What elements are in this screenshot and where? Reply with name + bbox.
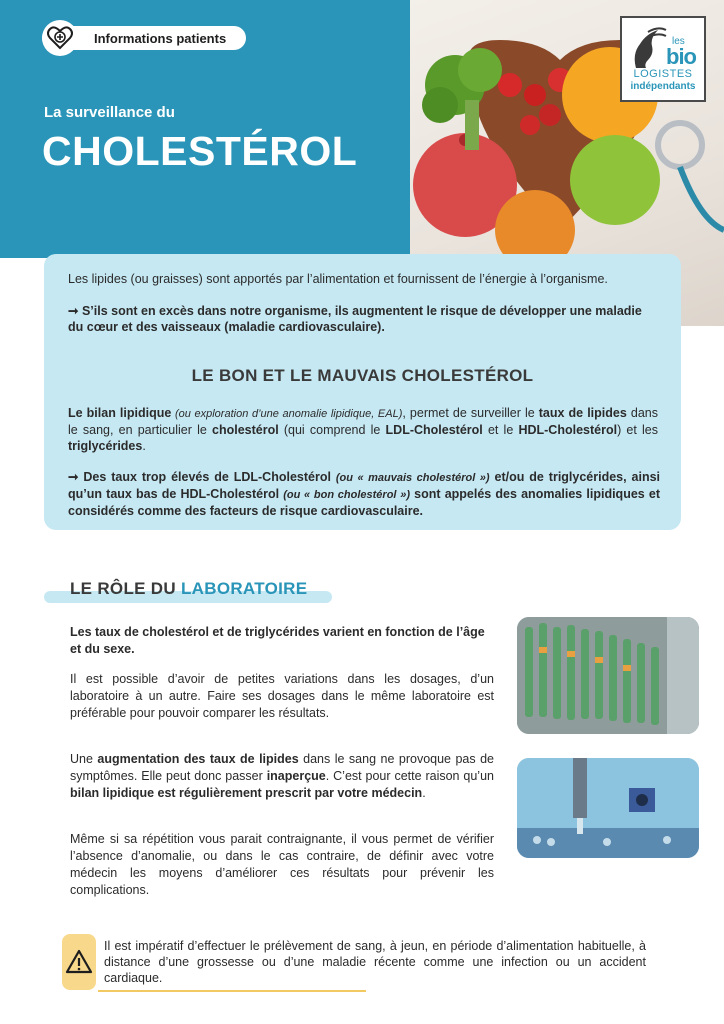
risk-text-1: Des taux trop élevés de LDL-Cholestérol bbox=[83, 470, 336, 484]
ldl-term: LDL-Cholestérol bbox=[385, 423, 483, 437]
lipid-panel-text-5: ) et les bbox=[617, 423, 658, 437]
role-bold-paragraph: Les taux de cholestérol et de triglycérides varient en fonction de l’âge et du sexe. bbox=[70, 625, 485, 656]
intro-arrow-paragraph bbox=[68, 303, 660, 335]
risk-text-2: et/ou de triglycérides, ainsi qu’un taux bas de HDL-Cholestérol bbox=[68, 470, 661, 501]
risk-arrow-paragraph bbox=[68, 469, 660, 519]
warning-text: Il est impératif d’effectuer le prélèvement de sang, à jeun, en période d’alimentation habituelle, à distance d’une grossesse ou d’une maladie récente comme une infection ou un accident cardiaque. bbox=[104, 939, 646, 985]
intro-arrow-text: S’ils sont en excès dans notre organisme, ils augmentent le risque de développer une maladie du cœur et des vaisseaux (maladie cardiovasculaire). bbox=[68, 304, 642, 334]
lipid-panel-text-1: , permet de surveiller le bbox=[402, 406, 539, 420]
lipid-panel-text-2: dans le sang, en particulier le bbox=[68, 406, 658, 437]
lipid-rate-term: taux de lipides bbox=[538, 406, 627, 420]
lipid-panel-text-3: (qui comprend le bbox=[278, 423, 386, 437]
role-symptoms-paragraph bbox=[70, 751, 494, 802]
logo-independants-text: indépendants bbox=[630, 81, 696, 92]
intro-box bbox=[44, 254, 681, 530]
symptoms-term-1: augmentation des taux de lipides bbox=[97, 752, 299, 766]
role-heading-main: LE RÔLE DU bbox=[70, 579, 181, 598]
intro-paragraph: Les lipides (ou graisses) sont apportés par l’alimentation et fournissent de l’énergie à l’organisme. bbox=[68, 272, 608, 286]
symptoms-text-4: . bbox=[422, 786, 426, 800]
role-heading-accent: LABORATOIRE bbox=[180, 579, 308, 598]
lipid-panel-text-6: . bbox=[142, 439, 146, 453]
page-title: CHOLESTÉROL bbox=[42, 128, 358, 174]
lipid-panel-paragraph bbox=[68, 405, 658, 454]
logo-profile-icon bbox=[628, 24, 668, 70]
symptoms-term-3: bilan lipidique est régulièrement prescrit par votre médecin bbox=[70, 786, 423, 800]
risk-text-3: sont appelés des anomalies lipidiques et considérés comme des facteurs de risque cardiovasculaire. bbox=[68, 487, 660, 518]
risk-note-good: (ou « bon cholestérol ») bbox=[283, 489, 411, 501]
logo-bio-text: bio bbox=[666, 44, 696, 69]
section-heading-good-bad: LE BON ET LE MAUVAIS CHOLESTÉROL bbox=[191, 366, 534, 385]
warning-underline bbox=[98, 990, 366, 992]
heart-cross-icon bbox=[42, 20, 78, 56]
logo-logistes-text: LOGISTES bbox=[633, 68, 693, 80]
triglycerides-term: triglycérides bbox=[68, 439, 143, 453]
arrow-right-icon: ➞ bbox=[68, 304, 82, 318]
risk-note-bad: (ou « mauvais cholestérol ») bbox=[335, 472, 490, 484]
warning-card bbox=[62, 934, 96, 990]
cholesterol-term: cholestérol bbox=[212, 423, 279, 437]
symptoms-text-1: Une bbox=[70, 752, 98, 766]
lipid-panel-note: (ou exploration d’une anomalie lipidique, EAL) bbox=[171, 408, 403, 420]
role-repetition-paragraph: Même si sa répétition vous parait contraignante, il vous permet de vérifier l’absence d’anomalie, ou dans le cas contraire, de définir avec votre médecin les moyens d’améliorer ces résultats pour prévenir les complications. bbox=[70, 832, 494, 897]
lipid-panel-term: Le bilan lipidique bbox=[68, 406, 172, 420]
les-biologistes-logo bbox=[620, 16, 706, 102]
symptoms-term-2: inaperçue bbox=[266, 769, 326, 783]
hdl-term: HDL-Cholestérol bbox=[518, 423, 618, 437]
lipid-panel-text-4: et le bbox=[482, 423, 519, 437]
lab-analyzer-photo bbox=[517, 758, 699, 858]
lab-tubes-photo bbox=[517, 617, 699, 734]
symptoms-text-3: . C’est pour cette raison qu’un bbox=[325, 769, 494, 783]
arrow-right-icon: ➞ bbox=[68, 470, 84, 484]
role-variations-paragraph: Il est possible d’avoir de petites variations dans les dosages, d’un laboratoire à un autre. Faire ses dosages dans le même laboratoire est préférable pour pouvoir comparer les résultats. bbox=[70, 672, 494, 720]
symptoms-text-2: dans le sang ne provoque pas de symptômes. Elle peut donc passer bbox=[70, 752, 494, 783]
role-heading bbox=[70, 579, 307, 599]
page-subtitle: La surveillance du bbox=[44, 104, 175, 121]
badge-label: Informations patients bbox=[94, 31, 227, 46]
logo-les-text: les bbox=[672, 36, 685, 47]
